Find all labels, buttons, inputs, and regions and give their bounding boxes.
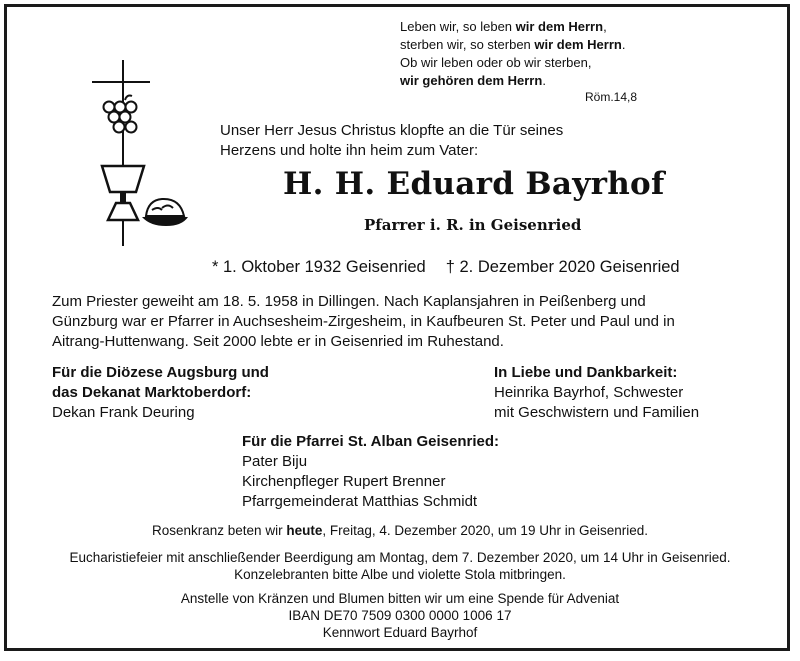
verse-line-3: Ob wir leben oder ob wir sterben, [400, 55, 592, 70]
death-date: † 2. Dezember 2020 Geisenried [445, 258, 680, 276]
intro-text [220, 121, 563, 161]
donation-keyword: Kennwort Eduard Bayrhof [322, 625, 478, 640]
biography [52, 292, 772, 352]
mass-line-1: Eucharistiefeier mit anschließender Beerdigung am Montag, dem 7. Dezember 2020, um 14 Uhr in Geisenried. [69, 550, 731, 565]
donation-notice [0, 590, 800, 641]
verse-reference: Röm.14,8 [585, 90, 638, 104]
deceased-title: Pfarrer i. R. in Geisenried [364, 216, 582, 234]
donation-line-1: Anstelle von Kränzen und Blumen bitten wir um eine Spende für Adveniat [180, 591, 620, 606]
donation-iban: IBAN DE70 7509 0300 0000 1006 17 [288, 608, 512, 623]
bio-line-1: Zum Priester geweiht am 18. 5. 1958 in Dillingen. Nach Kaplansjahren in Peißenberg und [52, 293, 646, 310]
mourners-diocese [52, 363, 269, 423]
parish-line-3: Pfarrgemeinderat Matthias Schmidt [242, 493, 478, 510]
family-line-1: Heinrika Bayrhof, Schwester [494, 384, 684, 401]
diocese-signatory: Dekan Frank Deuring [52, 404, 195, 421]
intro-line-1: Unser Herr Jesus Christus klopfte an die Tür seines [220, 122, 564, 139]
intro-line-2: Herzens und holte ihn heim zum Vater: [220, 142, 479, 159]
diocese-heading-2: das Dekanat Marktoberdorf: [52, 384, 252, 401]
rosary-notice: Rosenkranz beten wir heute, Freitag, 4. Dezember 2020, um 19 Uhr in Geisenried. [152, 523, 648, 538]
parish-heading: Für die Pfarrei St. Alban Geisenried: [242, 433, 500, 450]
family-heading: In Liebe und Dankbarkeit: [494, 364, 678, 381]
funeral-mass-notice [0, 549, 800, 583]
deceased-name: H. H. Eduard Bayrhof [283, 166, 665, 202]
mourners-parish [242, 432, 499, 512]
mourners-family [494, 363, 699, 423]
bio-line-3: Aitrang-Huttenwang. Seit 2000 lebte er in Geisenried im Ruhestand. [52, 333, 504, 350]
cross-chalice-bread-icon [92, 60, 202, 250]
life-dates [212, 258, 680, 277]
mass-line-2: Konzelebranten bitte Albe und violette Stola mitbringen. [234, 567, 566, 582]
verse-line-1: Leben wir, so leben wir dem Herrn, [400, 19, 607, 34]
bio-line-2: Günzburg war er Pfarrer in Auchsesheim-Zirgesheim, in Kaufbeuren St. Peter und Paul und in [52, 313, 675, 330]
parish-line-2: Kirchenpfleger Rupert Brenner [242, 473, 446, 490]
parish-line-1: Pater Biju [242, 453, 308, 470]
family-line-2: mit Geschwistern und Familien [494, 404, 700, 421]
diocese-heading-1: Für die Diözese Augsburg und [52, 364, 269, 381]
verse-line-4: wir gehören dem Herrn. [400, 73, 546, 88]
verse-line-2: sterben wir, so sterben wir dem Herrn. [400, 37, 626, 52]
birth-date: * 1. Oktober 1932 Geisenried [212, 258, 426, 276]
bible-verse [400, 18, 625, 90]
